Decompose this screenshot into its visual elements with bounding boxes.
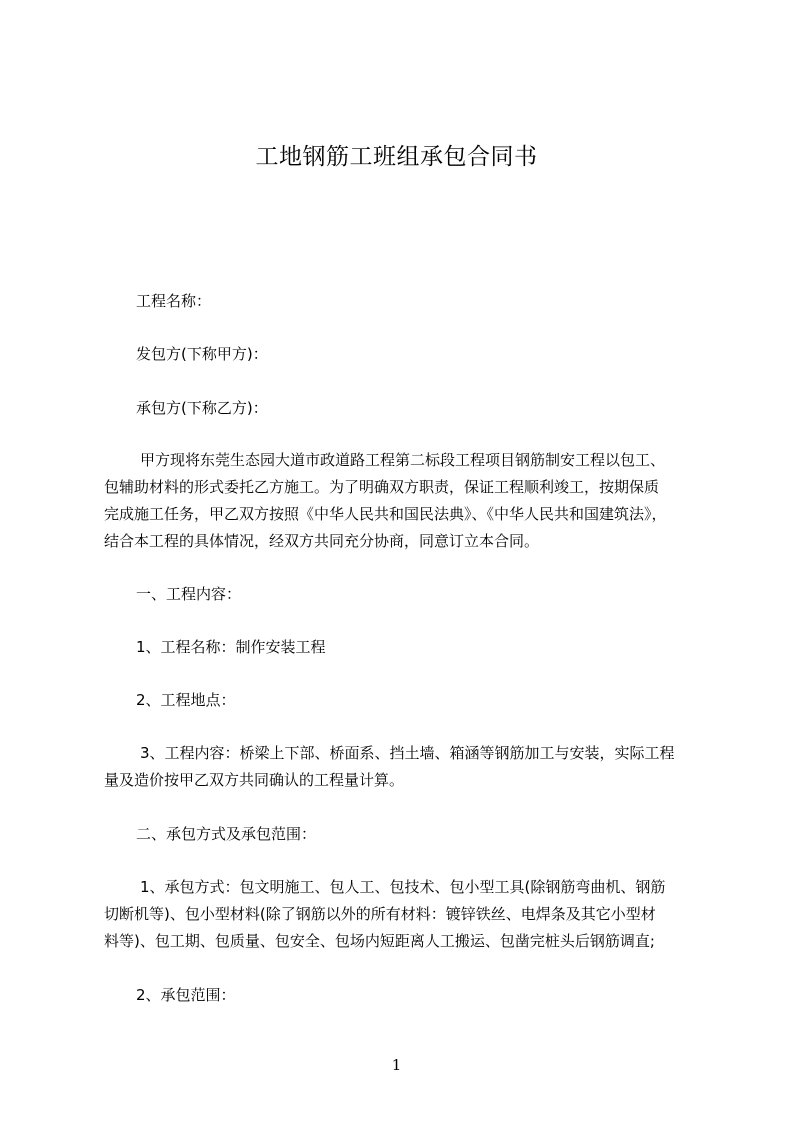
project-name-label: 工程名称： [136, 292, 212, 310]
section-1-item-3 [104, 740, 724, 794]
intro-line: 完成施工任务，甲乙双方按照《中华人民共和国民法典》、《中华人民共和国建筑法》， [104, 505, 667, 523]
section-1-item-3-line: 量及造价按甲乙双方共同确认的工程量计算。 [104, 771, 405, 789]
party-a-label: 发包方(下称甲方)： [136, 345, 268, 363]
section-1-heading: 一、工程内容： [136, 585, 242, 603]
section-2-heading: 二、承包方式及承包范围： [136, 825, 317, 843]
section-2-item-1-line: 料等)、包工期、包质量、包安全、包场内短距离人工搬运、包凿完桩头后钢筋调直; [104, 932, 655, 950]
section-2-item-1-line: 切断机等)、包小型材料(除了钢筋以外的所有材料：镀锌铁丝、电焊条及其它小型材 [104, 905, 656, 923]
party-b-label: 承包方(下称乙方)： [136, 399, 268, 417]
section-2-item-1-line: 1、承包方式：包文明施工、包人工、包技术、包小型工具(除钢筋弯曲机、钢筋 [140, 878, 666, 896]
intro-line: 结合本工程的具体情况，经双方共同充分协商，同意订立本合同。 [104, 532, 540, 550]
page-number: 1 [391, 1056, 402, 1074]
section-1-item-2: 2、工程地点： [136, 691, 236, 709]
section-2-item-2: 2、承包范围： [136, 986, 236, 1004]
intro-paragraph [104, 447, 724, 555]
section-1-item-1: 1、工程名称：制作安装工程 [136, 638, 326, 656]
document-title: 工地钢筋工班组承包合同书 [255, 144, 538, 170]
section-2-item-1 [104, 874, 724, 955]
section-1-item-3-line: 3、工程内容：桥梁上下部、桥面系、挡土墙、箱涵等钢筋加工与安装，实际工程 [140, 744, 675, 762]
intro-line: 包辅助材料的形式委托乙方施工。为了明确双方职责，保证工程顺利竣工，按期保质 [104, 478, 660, 496]
intro-line: 甲方现将东莞生态园大道市政道路工程第二标段工程项目钢筋制安工程以包工、 [140, 451, 666, 469]
